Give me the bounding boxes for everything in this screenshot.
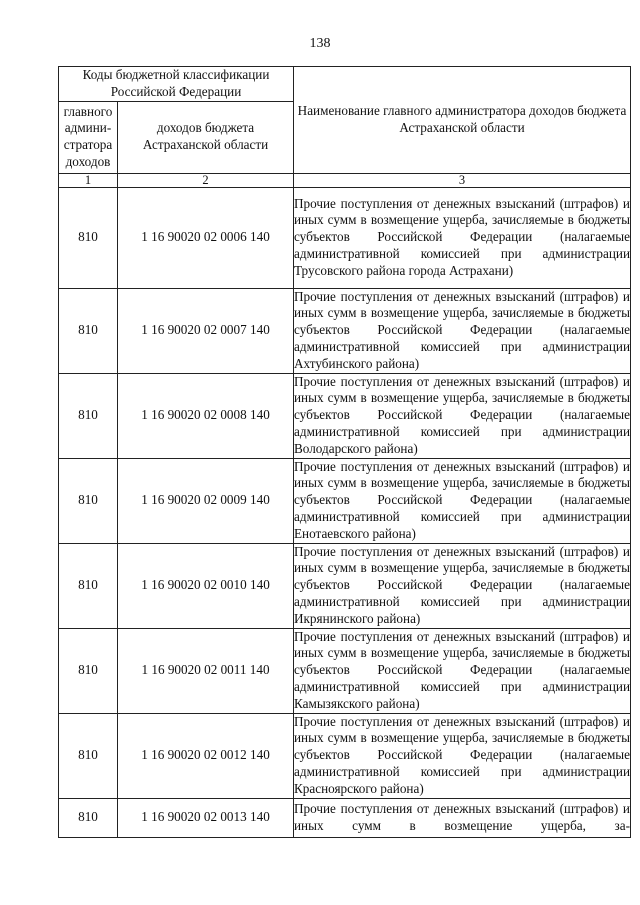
income-code-cell: 1 16 90020 02 0009 140	[118, 458, 294, 543]
description-cell: Прочие поступления от денежных взысканий (штрафов) и иных сумм в возмещение ущерба, зачисляемые в бюджеты субъектов Российской Федерации (налагаемые административной комиссией при администрации Енотаевского района)	[294, 458, 631, 543]
table-row	[59, 458, 631, 543]
column-number-3: 3	[294, 173, 631, 187]
header-group-codes: Коды бюджетной классификации Российской Федерации	[59, 67, 294, 102]
income-code-cell: 1 16 90020 02 0007 140	[118, 288, 294, 373]
table-row	[59, 373, 631, 458]
income-code-cell: 1 16 90020 02 0011 140	[118, 628, 294, 713]
income-code-cell: 1 16 90020 02 0008 140	[118, 373, 294, 458]
admin-code-cell: 810	[59, 458, 118, 543]
description-cell: Прочие поступления от денежных взысканий (штрафов) и иных сумм в возмещение ущерба, зачисляемые в бюджеты субъектов Российской Федерации (налагаемые административной комиссией при администрации Икрянинского района)	[294, 543, 631, 628]
admin-code-cell: 810	[59, 713, 118, 798]
description-cell: Прочие поступления от денежных взысканий (штрафов) и иных сумм в возмещение ущерба, зачисляемые в бюджеты субъектов Российской Федерации (налагаемые административной комиссией при администрации Трусовского района города Астрахани)	[294, 187, 631, 288]
budget-classification-table	[58, 66, 631, 838]
column-number-2: 2	[118, 173, 294, 187]
table-row	[59, 187, 631, 288]
table-row	[59, 543, 631, 628]
description-cell: Прочие поступления от денежных взысканий (штрафов) и иных сумм в возмещение ущерба, зачисляемые в бюджеты субъектов Российской Федерации (налагаемые административной комиссией при администрации Камызякского района)	[294, 628, 631, 713]
header-main-admin: главного админи-стратора доходов	[59, 101, 118, 173]
description-cell: Прочие поступления от денежных взысканий (штрафов) и иных сумм в возмещение ущерба, зачисляемые в бюджеты субъектов Российской Федерации (налагаемые административной комиссией при администрации Красноярского района)	[294, 713, 631, 798]
income-code-cell: 1 16 90020 02 0010 140	[118, 543, 294, 628]
table-row	[59, 798, 631, 837]
admin-code-cell: 810	[59, 373, 118, 458]
description-cell: Прочие поступления от денежных взысканий (штрафов) и иных сумм в возмещение ущерба, зачисляемые в бюджеты субъектов Российской Федерации (налагаемые административной комиссией при администрации Ахтубинского района)	[294, 288, 631, 373]
description-cell: Прочие поступления от денежных взысканий (штрафов) и иных сумм в возмещение ущерба, за-	[294, 798, 631, 837]
description-cell: Прочие поступления от денежных взысканий (штрафов) и иных сумм в возмещение ущерба, зачисляемые в бюджеты субъектов Российской Федерации (налагаемые административной комиссией при администрации Володарского района)	[294, 373, 631, 458]
admin-code-cell: 810	[59, 187, 118, 288]
column-number-1: 1	[59, 173, 118, 187]
admin-code-cell: 810	[59, 628, 118, 713]
income-code-cell: 1 16 90020 02 0012 140	[118, 713, 294, 798]
income-code-cell: 1 16 90020 02 0006 140	[118, 187, 294, 288]
page-number: 138	[309, 36, 331, 51]
header-budget-income: доходов бюджета Астраханской области	[118, 101, 294, 173]
admin-code-cell: 810	[59, 543, 118, 628]
table-row	[59, 713, 631, 798]
admin-code-cell: 810	[59, 798, 118, 837]
table-row	[59, 628, 631, 713]
income-code-cell: 1 16 90020 02 0013 140	[118, 798, 294, 837]
table-row	[59, 288, 631, 373]
column-numbers-row	[59, 173, 631, 187]
header-admin-name: Наименование главного администратора доходов бюджета Астраханской области	[294, 67, 631, 174]
admin-code-cell: 810	[59, 288, 118, 373]
